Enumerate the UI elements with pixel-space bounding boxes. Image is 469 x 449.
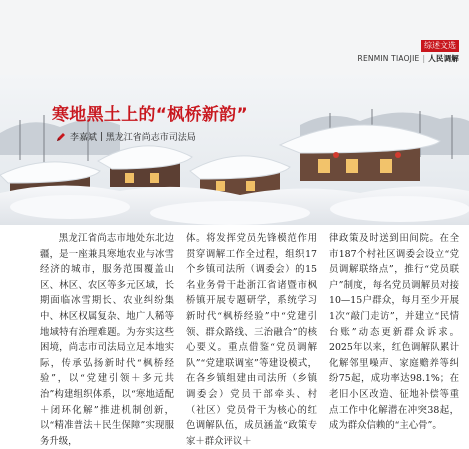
pen-icon [56, 132, 66, 142]
body-column-1 [40, 231, 174, 449]
section-tag: 综述文选 [421, 40, 459, 52]
paragraph: 律政策及时送到田间院。在全市187个村社区调委会设立“党员调解联络点”，推行“党员联户”制度，每名党员调解员对接10—15户群众，每月至少开展1次“敲门走访”，并建立“民情台账”动态更新群众诉求。2025年以来，红色调解队累计化解邻里噪声、家庭赡养等纠纷75起，成功率达98.1%；在老旧小区改造、征地补偿等重点工作中化解潜在冲突38起，成为群众信赖的“主心骨”。 [329, 233, 459, 432]
category-name: 人民调解 [428, 54, 459, 63]
masthead-separator: | [422, 54, 426, 63]
paragraph: 黑龙江省尚志市地处东北边疆，是一座兼具寒地农业与冰雪经济的城市，服务范围覆盖山区、林区、农区等多元区域，长期面临冰雪期长、农业纠纷集中、林区权属复杂、地广人稀等地域特有治理难题。为夯实这些困境，尚志市司法局立足本地实际，传承弘扬新时代“枫桥经验”，以“党建引领＋多元共治”构建组织体系，以“寒地适配＋闭环化解”推进机制创新，以“精准普法＋民生保障”实现服务升级， [40, 233, 174, 447]
article-title: 寒地黑土上的“枫桥新韵” [52, 105, 248, 125]
byline-separator: | [97, 131, 106, 142]
snow-village-photo [0, 75, 469, 225]
masthead [358, 53, 459, 64]
author-affiliation: 黑龙江省尚志市司法局 [105, 133, 196, 143]
paragraph: 体。将发挥党员先锋模范作用贯穿调解工作全过程，组织17个乡镇司法所（调委会）的15名业务骨干赴浙江省诸暨市枫桥镇开展专题研学，系统学习新时代“枫桥经验”中“党建引领、群众路线、三治融合”的核心要义。重点借鉴“党员调解队”“党建联调室”等建设模式，在各乡镇组建由司法所（乡镇调委会）党员干部牵头、村（社区）党员骨干为核心的红色调解队伍，成员涵盖“政策专家＋群众评议＋ [186, 233, 317, 447]
author-name: 李嘉斌 [70, 133, 98, 143]
byline [56, 130, 196, 143]
publication-name: RENMIN TIAOJIE [357, 54, 420, 63]
body-column-2 [186, 231, 317, 449]
body-column-3 [329, 231, 459, 434]
